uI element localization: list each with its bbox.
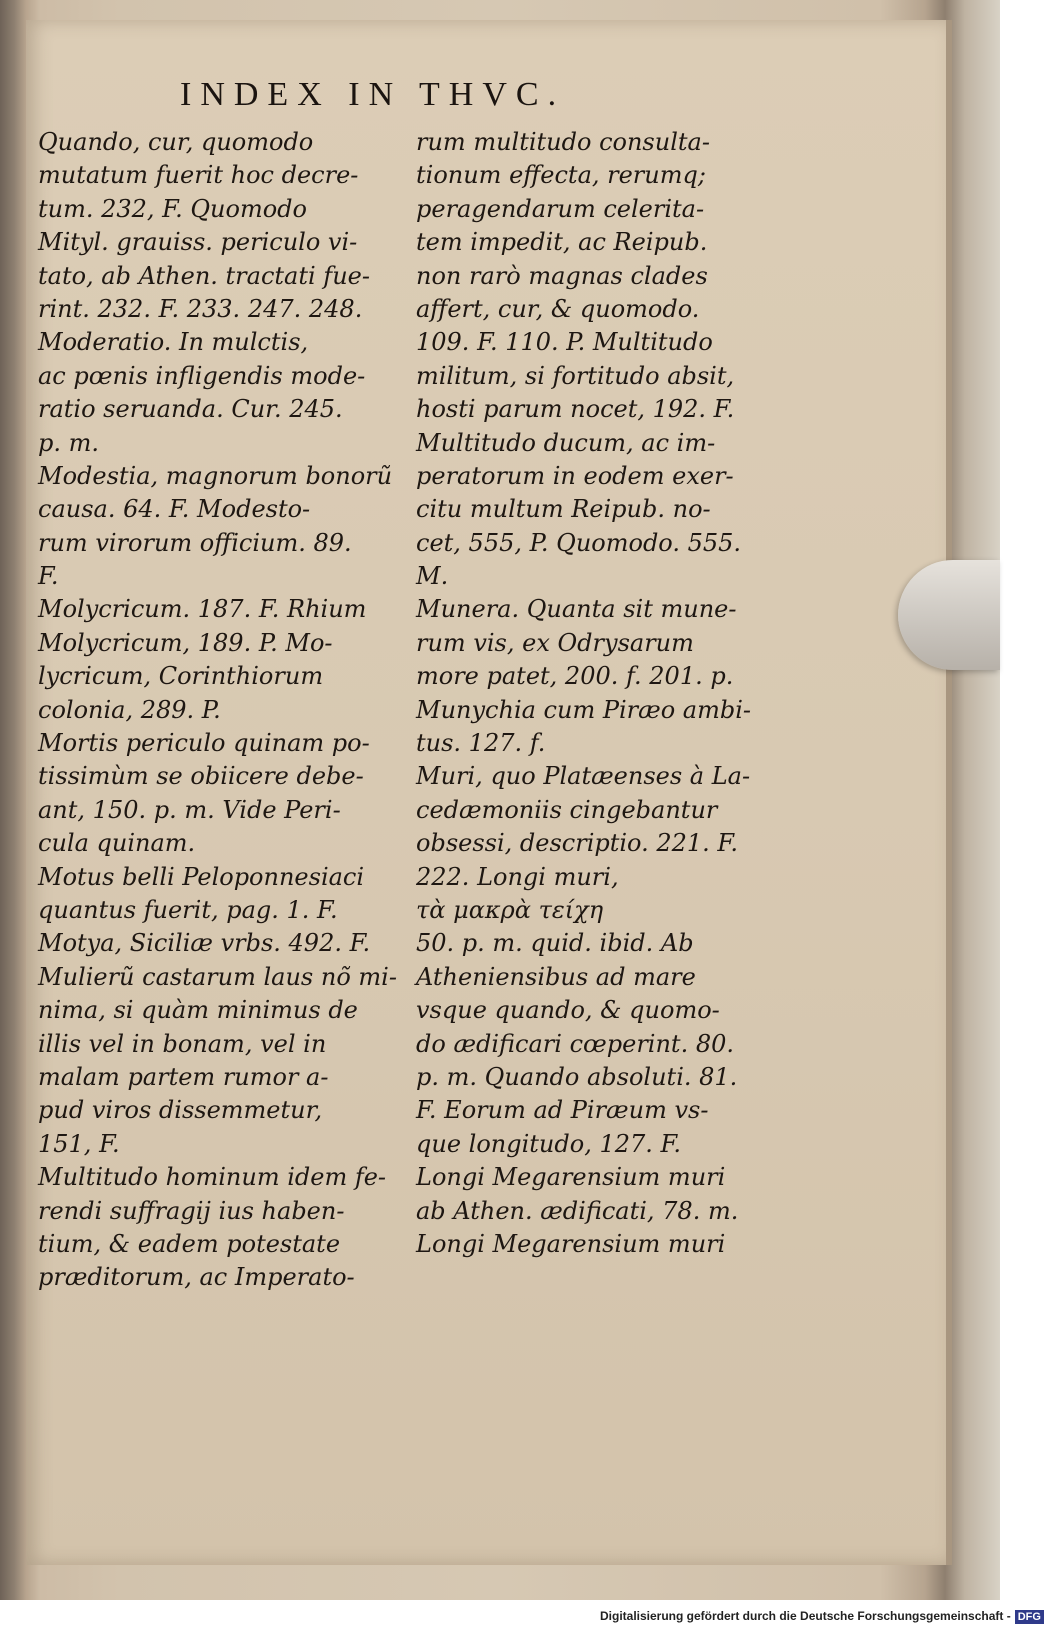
index-line: p. m. Quando absoluti. 81. [416,1062,738,1091]
index-line: obsessi, descriptio. 221. F. [416,829,738,858]
credit-text: Digitalisierung gefördert durch die Deutsche Forschungsgemeinschaft - [600,1609,1011,1623]
index-line: Atheniensibus ad mare [416,962,696,991]
index-line: quantus fuerit, pag. 1. F. [38,895,338,924]
dfg-logo: DFG [1015,1610,1044,1624]
index-line: F. [38,562,59,591]
index-line: M. [416,562,449,591]
index-line: pud viros dissemmetur, [38,1096,323,1125]
index-line: tum. 232, F. Quomodo [38,194,307,223]
index-line: F. Eorum ad Piræum vs- [416,1096,709,1125]
index-line: p. m. [38,428,100,457]
index-line: tato, ab Athen. tractati fue- [38,261,370,290]
index-line: Moderatio. In mulctis, [38,328,309,357]
index-line: Mityl. grauiss. periculo vi- [38,228,358,257]
index-line: more patet, 200. f. 201. p. [416,662,734,691]
index-line: causa. 64. F. Modesto- [38,495,311,524]
index-line: peratorum in eodem exer- [416,461,734,490]
index-line: non rarò magnas clades [416,261,708,290]
index-line: mutatum fuerit hoc decre- [38,161,359,190]
index-line: Motus belli Peloponnesiaci [38,862,365,891]
index-line: 222. Longi muri, [416,862,619,891]
index-line: Mortis periculo quinam po- [38,729,370,758]
index-line: Munychia cum Piræo ambi- [416,695,751,724]
index-line: tissimùm se obiicere debe- [38,762,364,791]
index-line: Quando, cur, quomodo [38,128,314,156]
index-line: rendi suffragij ius haben- [38,1196,345,1225]
page-clip [898,560,1000,670]
index-line: Multitudo ducum, ac im- [416,428,716,457]
index-line: ac pœnis infligendis mode- [38,361,366,390]
greek-line: τὰ μακρὰ τείχη [416,895,604,924]
index-line: lycricum, Corinthiorum [38,662,324,691]
index-line: cula quinam. [38,829,196,858]
index-line: Motya, Siciliæ vrbs. 492. F. [38,929,371,958]
index-line: ant, 150. p. m. Vide Peri- [38,795,341,824]
index-line: 109. F. 110. P. Multitudo [416,328,713,357]
index-line: peragendarum celerita- [416,194,705,223]
index-line: militum, si fortitudo absit, [416,361,735,390]
running-header: INDEX IN THVC. [180,76,566,113]
index-line: ratio seruanda. Cur. 245. [38,395,343,424]
index-line: Munera. Quanta sit mune- [416,595,737,624]
left-index-column [38,126,408,1295]
index-line: Longi Megarensium muri [416,1229,726,1258]
digitization-credit [600,1606,1041,1627]
index-line: rint. 232. F. 233. 247. 248. [38,294,363,323]
index-line: Longi Megarensium muri [416,1163,726,1192]
index-line: vsque quando, & quomo- [416,996,720,1025]
index-line: que longitudo, 127. F. [416,1129,682,1158]
index-line: malam partem rumor a- [38,1062,329,1091]
index-line: citu multum Reipub. no- [416,495,711,524]
index-line: cet, 555, P. Quomodo. 555. [416,528,742,557]
index-line: hosti parum nocet, 192. F. [416,395,735,424]
index-line: affert, cur, & quomodo. [416,294,700,323]
right-index-column [416,126,786,1261]
index-line: Muri, quo Platæenses à La- [416,762,751,791]
index-line: rum virorum officium. 89. [38,528,352,557]
index-line: rum multitudo consulta- [416,128,710,156]
index-line: Mulierũ castarum laus nõ mi- [38,962,397,991]
index-line: Multitudo hominum idem fe- [38,1163,387,1192]
index-line: præditorum, ac Imperato- [38,1263,355,1292]
index-line: nima, si quàm minimus de [38,996,358,1025]
index-line: rum vis, ex Odrysarum [416,628,694,657]
index-line: do ædificari cœperint. 80. [416,1029,734,1058]
index-line: ab Athen. ædificati, 78. m. [416,1196,739,1225]
index-line: Molycricum, 189. P. Mo- [38,628,333,657]
index-line: tem impedit, ac Reipub. [416,228,708,257]
index-line: Molycricum. 187. F. Rhium [38,595,367,624]
index-line: 151, F. [38,1129,120,1158]
index-line: 50. p. m. quid. ibid. Ab [416,929,694,958]
index-line: tionum effecta, rerumq; [416,161,706,190]
index-line: tium, & eadem potestate [38,1229,341,1258]
index-line: colonia, 289. P. [38,695,221,724]
index-line: Modestia, magnorum bonorũ [38,461,393,490]
index-line: illis vel in bonam, vel in [38,1029,327,1058]
index-line: cedæmoniis cingebantur [416,795,718,824]
index-line: tus. 127. f. [416,729,546,758]
